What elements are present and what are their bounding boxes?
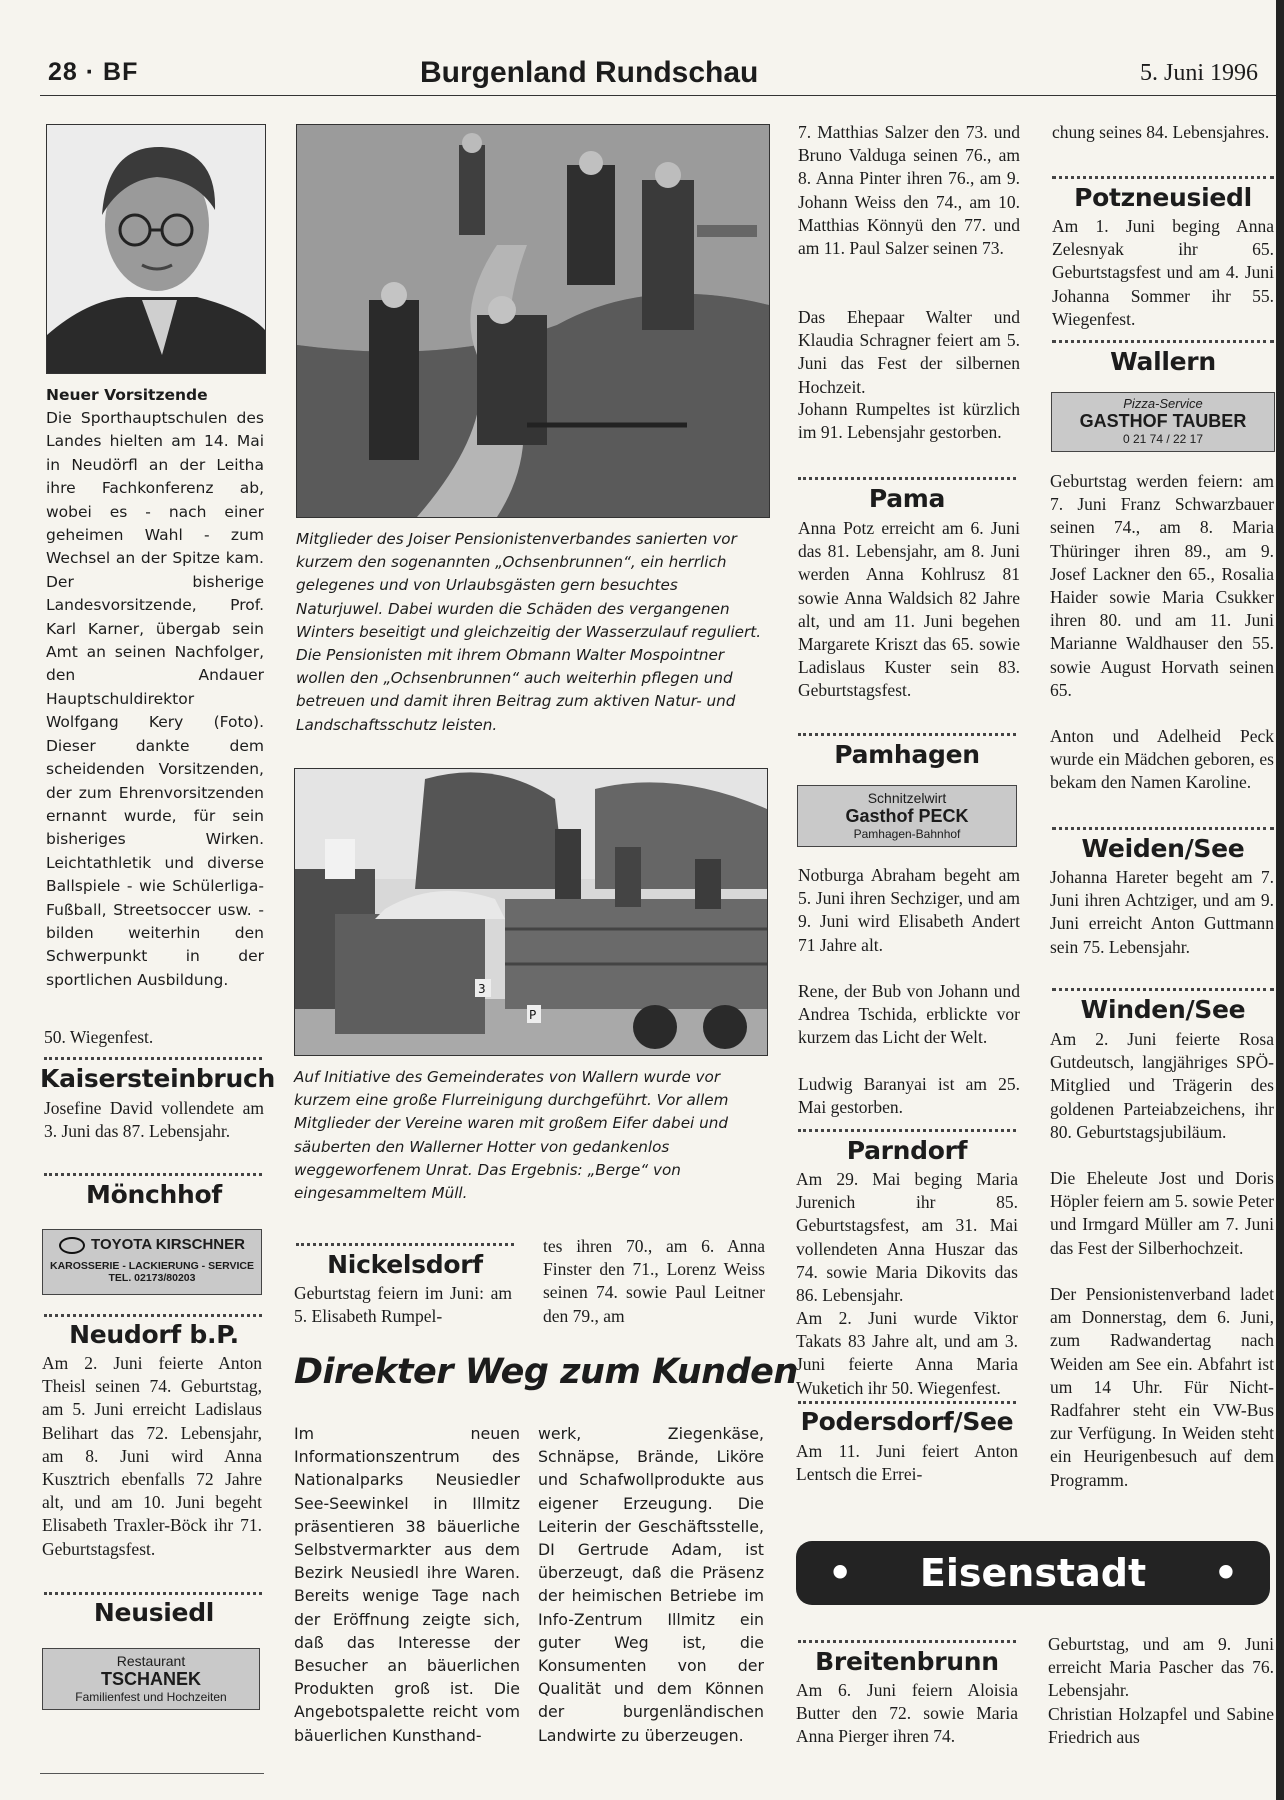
ad-tauber-line1: Pizza-Service <box>1123 396 1203 411</box>
page-number: 28 · BF <box>48 58 139 86</box>
breitenbrunn-title: Breitenbrunn <box>815 1647 999 1676</box>
ad-tauber <box>1051 392 1275 452</box>
winden-text-3: Der Pensionistenverband ladet am Donnerstag, dem 6. Juni, zum Radwandertag nach Weiden am See ein. Abfahrt ist um 14 Uhr. Für Nicht-Radfahrer steht ein VW-Bus zur Verfügung. In Weiden steht ein Heurigenbesuch auf dem Programm. <box>1050 1284 1274 1490</box>
moench-title: Mönchhof <box>86 1180 222 1209</box>
pamhagen-title: Pamhagen <box>834 740 980 769</box>
divider <box>1052 340 1274 343</box>
pamhagen-text-2: Rene, der Bub von Johann und Andrea Tschida, erblickte vor kurzem das Licht der Welt. <box>798 981 1020 1048</box>
pamhagen-text-1: Notburga Abraham begeht am 5. Juni ihren Sechziger, und am 9. Juni wird Elisabeth Andert 71 Jahre alt. <box>798 865 1020 955</box>
divider <box>44 1173 262 1176</box>
divider <box>1052 988 1274 991</box>
parndorf-title: Parndorf <box>846 1136 968 1165</box>
ad-tschanek-line1: Restaurant <box>116 1653 186 1669</box>
winden-text-2: Die Eheleute Jost und Doris Höpler feiern am 5. sowie Peter und Irmgard Müller am 7. Juni das Fest der Silberhochzeit. <box>1050 1168 1274 1258</box>
header-rule <box>40 95 1276 96</box>
newspaper-title: Burgenland Rundschau <box>420 56 759 89</box>
divider <box>296 1243 514 1246</box>
parndorf-text-2: Am 2. Juni wurde Viktor Takats 83 Jahre alt, und am 3. Juni feierte Anna Maria Wuketich ihr 50. Wiegenfest. <box>796 1308 1018 1398</box>
eisenstadt-right-text-2: Christian Holzapfel und Sabine Friedrich aus <box>1048 1704 1274 1748</box>
ad-toyota-line2: KAROSSERIE - LACKIERUNG - SERVICE <box>50 1259 254 1272</box>
divider <box>44 1314 262 1317</box>
wallern-title: Wallern <box>1110 347 1216 376</box>
nickelsdorf-text-b: tes ihren 70., am 6. Anna Finster den 71., Lorenz Weiss seinen 74. sowie Paul Leitner den 79., am <box>543 1236 765 1326</box>
col1-wiegenfest: 50. Wiegenfest. <box>44 1027 154 1047</box>
podersdorf-title: Podersdorf/See <box>800 1407 1014 1436</box>
divider <box>44 1592 262 1595</box>
divider <box>798 1401 1016 1404</box>
eisenstadt-banner-label: Eisenstadt <box>919 1551 1147 1595</box>
col1-heading: Neuer Vorsitzende <box>46 386 208 404</box>
eisenstadt-right-text-1: Geburtstag, und am 9. Juni erreicht Maria Pascher das 76. Lebensjahr. <box>1048 1634 1274 1701</box>
divider <box>1052 176 1274 179</box>
pama-title: Pama <box>868 484 946 513</box>
divider <box>798 733 1016 736</box>
col4-top-text: chung seines 84. Lebensjahres. <box>1052 122 1270 142</box>
divider <box>798 1640 1016 1643</box>
ad-tauber-line2: GASTHOF TAUBER <box>1079 411 1247 431</box>
ad-peck-line2: Gasthof PECK <box>845 806 969 826</box>
photo1-caption: Mitglieder des Joiser Pensionistenverbandes sanierten vor kurzem den sogenannten „Ochsenbrunnen“, ein herrlich gelegenes und von Urlaubsgästen gern besuchtes Naturjuwel. Dabei wurden die Schäden des vergangenen Winters beseitigt und gleichzeitig der Wasserzulauf reguliert. Die Pensionisten mit ihrem Obmann Walter Mospointner wollen den „Ochsenbrunnen“ auch weiterhin pflegen und betreuen und damit ihren Beitrag zum aktiven Natur- und Landschaftsschutz leisten. <box>296 530 762 734</box>
divider <box>798 1129 1016 1132</box>
divider <box>1052 827 1274 830</box>
ad-tschanek-line3: Familienfest und Hochzeiten <box>75 1690 227 1704</box>
potz-title: Potzneusiedl <box>1074 183 1252 212</box>
issue-date: 5. Juni 1996 <box>1140 60 1259 86</box>
page-edge <box>1276 0 1284 1800</box>
col3-top-text-1: 7. Matthias Salzer den 73. und Bruno Valduga seinen 76., am 8. Anna Pinter ihren 76., am 9. Johann Weiss den 74., am 10. Matthias Könnyü den 77. und am 11. Paul Salzer seinen 73. <box>798 122 1020 259</box>
story-title: Direkter Weg zum Kunden <box>294 1352 798 1392</box>
kaiser-title: Kaisersteinbruch <box>40 1064 275 1093</box>
portrait-photo <box>46 124 266 374</box>
story-text-a: Im neuen Informationszentrum des Nationalparks Neusiedler See-Seewinkel in Illmitz präsentieren 38 bäuerliche Selbstvermarkter aus dem Bezirk Neusiedl ihre Waren. Bereits wenige Tage nach der Eröffnung zeigte sich, daß das Interesse der Besucher an bäuerlichen Produkten groß ist. Die Angebotspalette reicht vom bäuerlichen Kunsthand- <box>294 1424 520 1745</box>
winden-text-1: Am 2. Juni feierte Rosa Gutdeutsch, langjähriges SPÖ-Mitglied und Trägerin des goldenen Parteiabzeichens, ihr 80. Geburtstagsjubiläum. <box>1050 1029 1274 1142</box>
ochsenbrunnen-photo <box>296 124 770 518</box>
ad-peck-line3: Pamhagen-Bahnhof <box>853 827 961 841</box>
trailer-plate-right: P <box>529 1008 537 1022</box>
wallern-text-1: Geburtstag werden feiern: am 7. Juni Franz Schwarzbauer seinen 74., am 8. Maria Thüringer ihren 89., am 9. Josef Lackner den 65., Rosalia Haider sowie Maria Csukker ihren 80. und am 11. Juni Marianne Waldhauser den 55. sowie August Horvath seinen 65. <box>1050 471 1274 700</box>
nickelsdorf-title: Nickelsdorf <box>327 1250 483 1279</box>
col1-body: Die Sporthauptschulen des Landes hielten am 14. Mai in Neudörfl an der Leitha ihre Fachkonferenz ab, wobei es - nach einer geheimen Wahl - zum Wechsel an der Spitze kam. Der bisherige Landesvorsitzende, Prof. Karl Karner, übergab sein Amt an seinen Nachfolger, den Andauer Hauptschuldirektor Wolfgang Kery (Foto). Dieser dankte dem scheidenden Vorsitzenden, der zum Ehrenvorsitzenden ernannt wurde, für sein bisheriges Wirken. Leichtathletik und diverse Ballspiele - wie Schülerliga-Fußball, Streetsoccer usw. - bilden weiterhin den Schwerpunkt in der sportlichen Ausbildung. <box>46 409 264 989</box>
divider <box>44 1057 262 1060</box>
bullet-icon: • <box>1213 1551 1238 1595</box>
winden-title: Winden/See <box>1080 995 1246 1024</box>
ad-tauber-line3: 0 21 74 / 22 17 <box>1122 432 1204 446</box>
pamhagen-text-3: Ludwig Baranyai ist am 25. Mai gestorben. <box>798 1074 1020 1118</box>
toyota-logo-icon <box>59 1237 85 1254</box>
ad-peck <box>797 785 1017 847</box>
bullet-icon: • <box>828 1551 853 1595</box>
eisenstadt-banner <box>796 1541 1270 1605</box>
nickelsdorf-text-a: Geburtstag feiern im Juni: am 5. Elisabeth Rumpel- <box>294 1283 512 1327</box>
podersdorf-text: Am 11. Juni feiert Anton Lentsch die Errei- <box>796 1441 1018 1485</box>
wallern-text-2: Anton und Adelheid Peck wurde ein Mädchen geboren, es bekam den Namen Karoline. <box>1050 726 1274 793</box>
ad-toyota <box>42 1229 262 1295</box>
neudorf-text: Am 2. Juni feierte Anton Theisl seinen 74. Geburtstag, am 5. Juni erreicht Ladislaus Belihart das 72. Lebensjahr, am 8. Juni wird Anna Kusztrich ebenfalls 72 Jahre alt, und am 10. Juni begeht Elisabeth Traxler-Böck ihr 71. Geburtstagsfest. <box>42 1353 262 1559</box>
col3-top-text-2: Das Ehepaar Walter und Klaudia Schragner feiert am 5. Juni das Fest der silbernen Hochzeit. <box>798 307 1020 397</box>
kaiser-text: Josefine David vollendete am 3. Juni das 87. Lebensjahr. <box>44 1098 264 1142</box>
ad-peck-line1: Schnitzelwirt <box>867 790 947 806</box>
col3-top-text-3: Johann Rumpeltes ist kürzlich im 91. Lebensjahr gestorben. <box>798 399 1020 443</box>
ad-toyota-line1: TOYOTA KIRSCHNER <box>43 1236 261 1254</box>
weiden-text: Johanna Hareter begeht am 7. Juni ihren Achtziger, und am 9. Juni erreicht Anton Guttmann sein 75. Lebensjahr. <box>1050 867 1274 957</box>
weiden-title: Weiden/See <box>1081 834 1245 863</box>
divider <box>798 477 1016 480</box>
neudorf-title: Neudorf b.P. <box>69 1320 239 1349</box>
bottom-rule <box>40 1773 264 1774</box>
flurreinigung-photo <box>294 768 768 1056</box>
story-text-b: werk, Ziegenkäse, Schnäpse, Brände, Liköre und Schafwollprodukte aus eigener Erzeugung. Die Leiterin der Geschäftsstelle, DI Gertrude Adam, ist überzeugt, daß die Präsenz der heimischen Betriebe im Info-Zentrum Illmitz ein guter Weg ist, die Konsumenten von der Qualität und dem Können der burgenländischen Landwirte zu überzeugen. <box>538 1424 764 1745</box>
neusiedl-title: Neusiedl <box>93 1598 215 1627</box>
breitenbrunn-text: Am 6. Juni feiern Aloisia Butter den 72. sowie Maria Anna Pierger ihren 74. <box>796 1680 1018 1747</box>
trailer-plate-left: 3 <box>478 982 486 996</box>
ad-toyota-line3: TEL. 02173/80203 <box>108 1271 196 1284</box>
potz-text: Am 1. Juni beging Anna Zelesnyak ihr 65. Geburtstagsfest und am 4. Juni Johanna Sommer ihr 55. Wiegenfest. <box>1052 216 1274 329</box>
photo2-caption: Auf Initiative des Gemeinderates von Wallern wurde vor kurzem eine große Flurreinigung durchgeführt. Vor allem Mitglieder der Vereine waren mit großem Eifer dabei und säuberten den Wallerner Hotter von gedankenlos weggeworfenem Unrat. Das Ergebnis: „Berge“ von eingesammeltem Müll. <box>294 1068 729 1203</box>
pama-text: Anna Potz erreicht am 6. Juni das 81. Lebensjahr, am 8. Juni werden Anna Kohlrusz 81 sowie Anna Waldsich 82 Jahre alt, und am 11. Juni begehen Margarete Kriszt das 65. sowie Ladislaus Kuster sein 83. Geburtstagsfest. <box>798 518 1020 701</box>
parndorf-text-1: Am 29. Mai beging Maria Jurenich ihr 85. Geburtstagsfest, am 31. Mai vollendeten Anna Huszar das 74. sowie Maria Dikovits das 86. Lebensjahr. <box>796 1169 1018 1306</box>
ad-tschanek-line2: TSCHANEK <box>100 1669 201 1689</box>
ad-tschanek <box>42 1648 260 1710</box>
